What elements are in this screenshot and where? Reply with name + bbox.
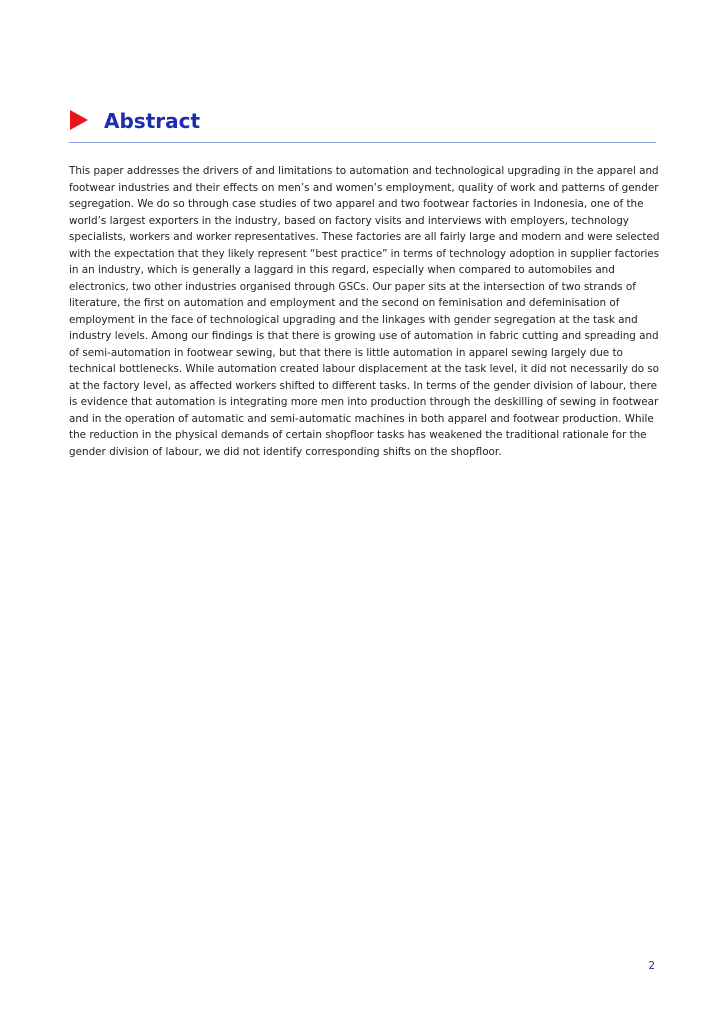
abstract-line: of semi-automation in footwear sewing, but that there is little automation in apparel sewing largely due to [69, 346, 623, 359]
abstract-line: segregation. We do so through case studies of two apparel and two footwear factories in Indonesia, one of the [69, 198, 644, 210]
abstract-line: This paper addresses the drivers of and limitations to automation and technological upgrading in the apparel and [69, 165, 659, 177]
abstract-line: at the factory level, as affected workers shifted to different tasks. In terms of the gender division of labour, there [69, 379, 658, 392]
abstract-line: in an industry, which is generally a laggard in this regard, especially when compared to automobiles and [69, 264, 615, 276]
abstract-line: world’s largest exporters in the industry, based on factory visits and interviews with employers, technology [69, 214, 629, 227]
abstract-line: and in the operation of automatic and semi-automatic machines in both apparel and footwear production. While [69, 412, 654, 425]
abstract-line: industry levels. Among our findings is that there is growing use of automation in fabric cutting and spreading and [69, 330, 659, 342]
section-heading: Abstract [104, 109, 201, 133]
page-number: 2 [648, 960, 655, 972]
abstract-line: is evidence that automation is integrating more men into production through the deskilling of sewing in footwear [69, 396, 659, 408]
abstract-line: specialists, workers and worker representatives. These factories are all fairly large and modern and were selected [69, 231, 660, 243]
abstract-line: literature, the first on automation and employment and the second on feminisation and defeminisation of [69, 297, 620, 309]
abstract-line: the reduction in the physical demands of certain shopfloor tasks has weakened the traditional rationale for the [69, 429, 647, 441]
section-marker-icon [70, 110, 88, 130]
abstract-line: technical bottlenecks. While automation created labour displacement at the task level, it did not necessarily do so [69, 363, 659, 375]
abstract-body [69, 163, 659, 460]
abstract-line: with the expectation that they likely represent “best practice” in terms of technology adoption in supplier factories [69, 247, 660, 260]
abstract-line: footwear industries and their effects on men’s and women’s employment, quality of work and patterns of gender [69, 181, 659, 194]
abstract-line: employment in the face of technological upgrading and the linkages with gender segregation at the task and [69, 313, 638, 326]
abstract-line: electronics, two other industries organised through GSCs. Our paper sits at the intersection of two strands of [69, 280, 636, 293]
section-header [69, 106, 656, 143]
abstract-line: gender division of labour, we did not identify corresponding shifts on the shopfloor. [69, 445, 502, 458]
